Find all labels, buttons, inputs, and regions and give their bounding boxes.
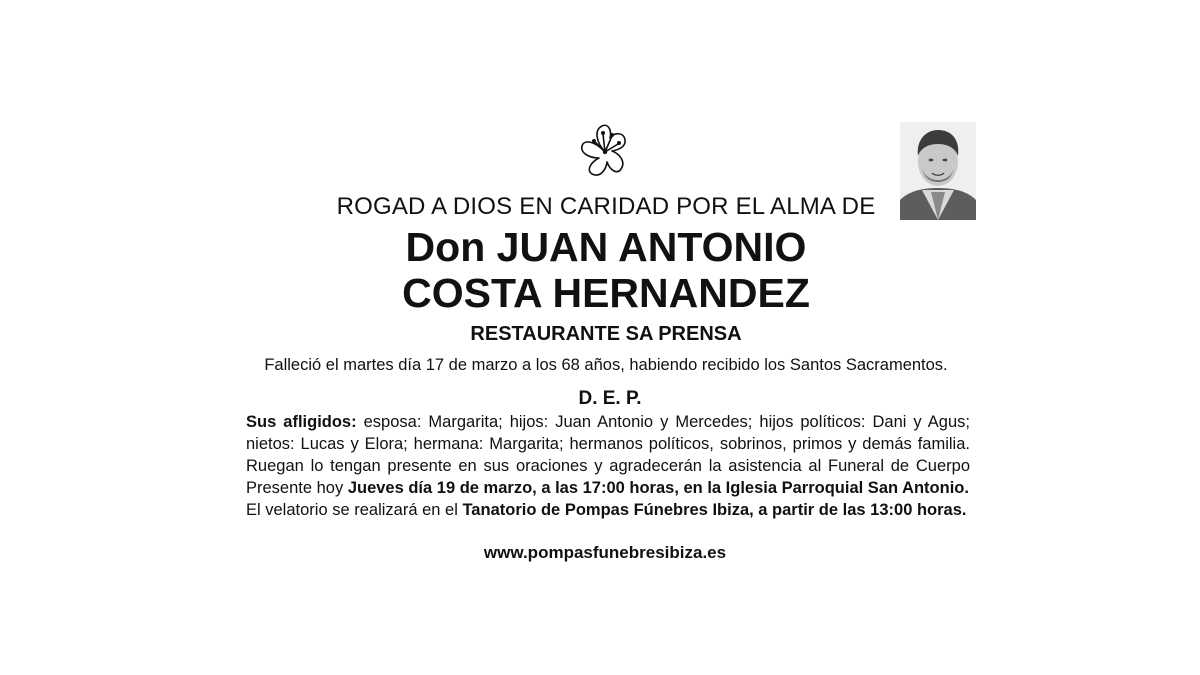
business-name: RESTAURANTE SA PRENSA — [470, 323, 742, 345]
funeral-details: Jueves día 19 de marzo, a las 17:00 horas, en la Iglesia Parroquial San Antonio. — [347, 479, 969, 497]
family-lead-label: Sus afligidos: — [246, 413, 357, 431]
wake-details: Tanatorio de Pompas Fúnebres Ibiza, a partir de las 13:00 horas. — [462, 501, 967, 519]
family-notice — [246, 411, 970, 521]
deceased-name — [300, 224, 912, 316]
wake-intro: El velatorio se realizará en el — [246, 501, 463, 519]
name-line-1: Don JUAN ANTONIO — [405, 224, 807, 270]
dep-label: D. E. P. — [578, 388, 642, 409]
flower-icon — [574, 120, 636, 184]
wake-paragraph — [246, 499, 970, 521]
pray-heading: ROGAD A DIOS EN CARIDAD POR EL ALMA DE — [336, 193, 876, 220]
funeral-home-website[interactable]: www.pompasfunebresibiza.es — [483, 543, 727, 562]
name-line-2: COSTA HERNANDEZ — [402, 270, 810, 316]
family-text: esposa: Margarita; hijos: Juan Antonio y Mercedes; hijos políticos: Dani y Agus; nietos: Lucas y Elora; hermana: Margarita; hermanos políticos, sobrinos, primos y demás familia. Ruegan lo tengan presente en sus oraciones y agradecerán la asistencia al Funeral de Cuerpo Presente hoy — [246, 413, 970, 497]
death-notice: Falleció el martes día 17 de marzo a los 68 años, habiendo recibido los Santos Sacramentos. — [264, 356, 948, 374]
family-paragraph — [246, 411, 970, 499]
